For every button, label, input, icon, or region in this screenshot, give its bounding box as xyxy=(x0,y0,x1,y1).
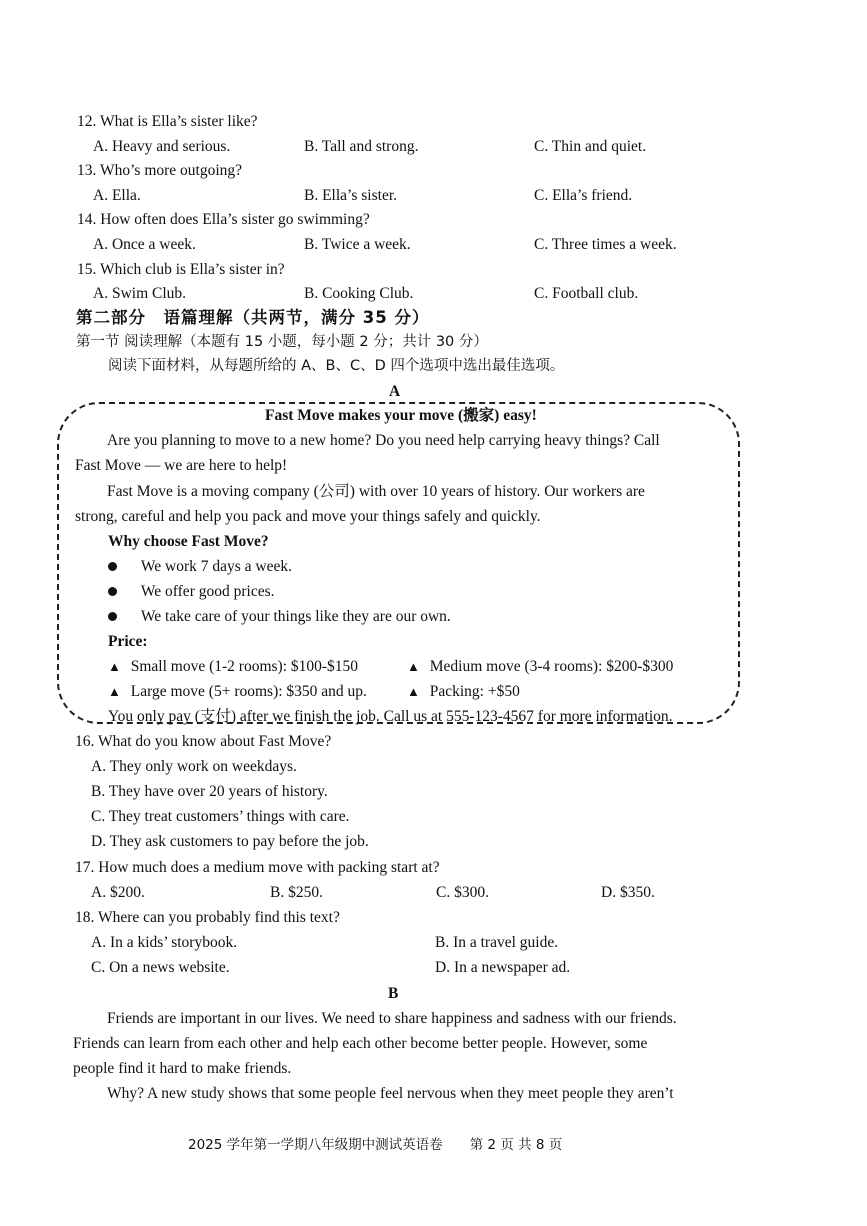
option-b: B. Twice a week. xyxy=(304,236,411,253)
advert-title: Fast Move makes your move (搬家) easy! xyxy=(265,407,537,424)
bullet-text: We work 7 days a week. xyxy=(140,558,292,575)
option-a: A. Ella. xyxy=(93,187,141,204)
triangle-icon: ▲ xyxy=(407,684,420,699)
question-stem: 18. Where can you probably find this text? xyxy=(75,909,340,926)
option-c: C. $300. xyxy=(436,884,489,901)
option-b: B. They have over 20 years of history. xyxy=(91,783,328,800)
question-stem: 14. How often does Ella’s sister go swimming? xyxy=(77,211,370,228)
price-heading: Price: xyxy=(108,633,148,650)
part-title: 第二部分 语篇理解（共两节，满分 35 分） xyxy=(76,308,430,327)
section-title: 第一节 阅读理解（本题有 15 小题，每小题 2 分；共计 30 分） xyxy=(76,334,488,350)
bullet-item xyxy=(108,579,275,604)
option-b: B. Ella’s sister. xyxy=(304,187,397,204)
triangle-icon: ▲ xyxy=(407,659,420,674)
advert-paragraph: Fast Move — we are here to help! xyxy=(75,457,288,474)
passage-b-line: Friends can learn from each other and help each other become better people. However, some xyxy=(73,1035,648,1052)
option-c: C. Three times a week. xyxy=(534,236,677,253)
option-a: A. They only work on weekdays. xyxy=(91,758,297,775)
option-b: B. Cooking Club. xyxy=(304,285,414,302)
bullet-icon xyxy=(108,612,117,621)
option-b: B. Tall and strong. xyxy=(304,138,419,155)
option-d: D. $350. xyxy=(601,884,655,901)
option-c: C. They treat customers’ things with care. xyxy=(91,808,350,825)
passage-letter-b: B xyxy=(388,985,399,1002)
price-item: ▲ Small move (1-2 rooms): $100-$150 xyxy=(108,658,359,675)
option-c: C. On a news website. xyxy=(91,959,230,976)
option-d: D. In a newspaper ad. xyxy=(435,959,571,976)
question-stem: 13. Who’s more outgoing? xyxy=(77,162,243,179)
bullet-item xyxy=(108,604,451,629)
bullet-text: We offer good prices. xyxy=(140,583,275,600)
option-a: A. Swim Club. xyxy=(93,285,187,302)
advert-paragraph: strong, careful and help you pack and move your things safely and quickly. xyxy=(75,508,541,525)
option-a: A. Heavy and serious. xyxy=(93,138,231,155)
bullet-icon xyxy=(108,562,117,571)
page-footer: 2025 学年第一学期八年级期中测试英语卷 第 2 页 共 8 页 xyxy=(188,1137,563,1153)
question-stem: 12. What is Ella’s sister like? xyxy=(77,113,258,130)
advert-closing: You only pay (支付) after we finish the job. Call us at 555-123-4567 for more information. xyxy=(108,708,673,725)
question-stem: 16. What do you know about Fast Move? xyxy=(75,733,332,750)
bullet-item xyxy=(108,554,292,579)
option-c: C. Football club. xyxy=(534,285,639,302)
option-b: B. In a travel guide. xyxy=(435,934,559,951)
price-item: ▲ Packing: +$50 xyxy=(407,683,520,700)
option-c: C. Ella’s friend. xyxy=(534,187,633,204)
advert-paragraph: Are you planning to move to a new home? Do you need help carrying heavy things? Call xyxy=(107,432,660,449)
option-d: D. They ask customers to pay before the job. xyxy=(91,833,369,850)
option-a: A. Once a week. xyxy=(93,236,196,253)
option-a: A. $200. xyxy=(91,884,145,901)
passage-letter-a: A xyxy=(389,383,401,400)
question-stem: 15. Which club is Ella’s sister in? xyxy=(77,261,285,278)
passage-b-line: people find it hard to make friends. xyxy=(73,1060,292,1077)
triangle-icon: ▲ xyxy=(108,659,121,674)
bullet-text: We take care of your things like they are our own. xyxy=(140,608,451,625)
passage-b-line: Friends are important in our lives. We need to share happiness and sadness with our friends. xyxy=(107,1010,677,1027)
option-c: C. Thin and quiet. xyxy=(534,138,647,155)
option-b: B. $250. xyxy=(270,884,323,901)
triangle-icon: ▲ xyxy=(108,684,121,699)
passage-b-line: Why? A new study shows that some people feel nervous when they meet people they aren’t xyxy=(107,1085,674,1102)
why-heading: Why choose Fast Move? xyxy=(108,533,269,550)
bullet-icon xyxy=(108,587,117,596)
option-a: A. In a kids’ storybook. xyxy=(91,934,238,951)
price-item: ▲ Large move (5+ rooms): $350 and up. xyxy=(108,683,367,700)
advert-paragraph: Fast Move is a moving company (公司) with over 10 years of history. Our workers are xyxy=(107,483,645,500)
instruction: 阅读下面材料，从每题所给的 A、B、C、D 四个选项中选出最佳选项。 xyxy=(108,358,565,374)
question-stem: 17. How much does a medium move with packing start at? xyxy=(75,859,440,876)
price-item: ▲ Medium move (3-4 rooms): $200-$300 xyxy=(407,658,674,675)
